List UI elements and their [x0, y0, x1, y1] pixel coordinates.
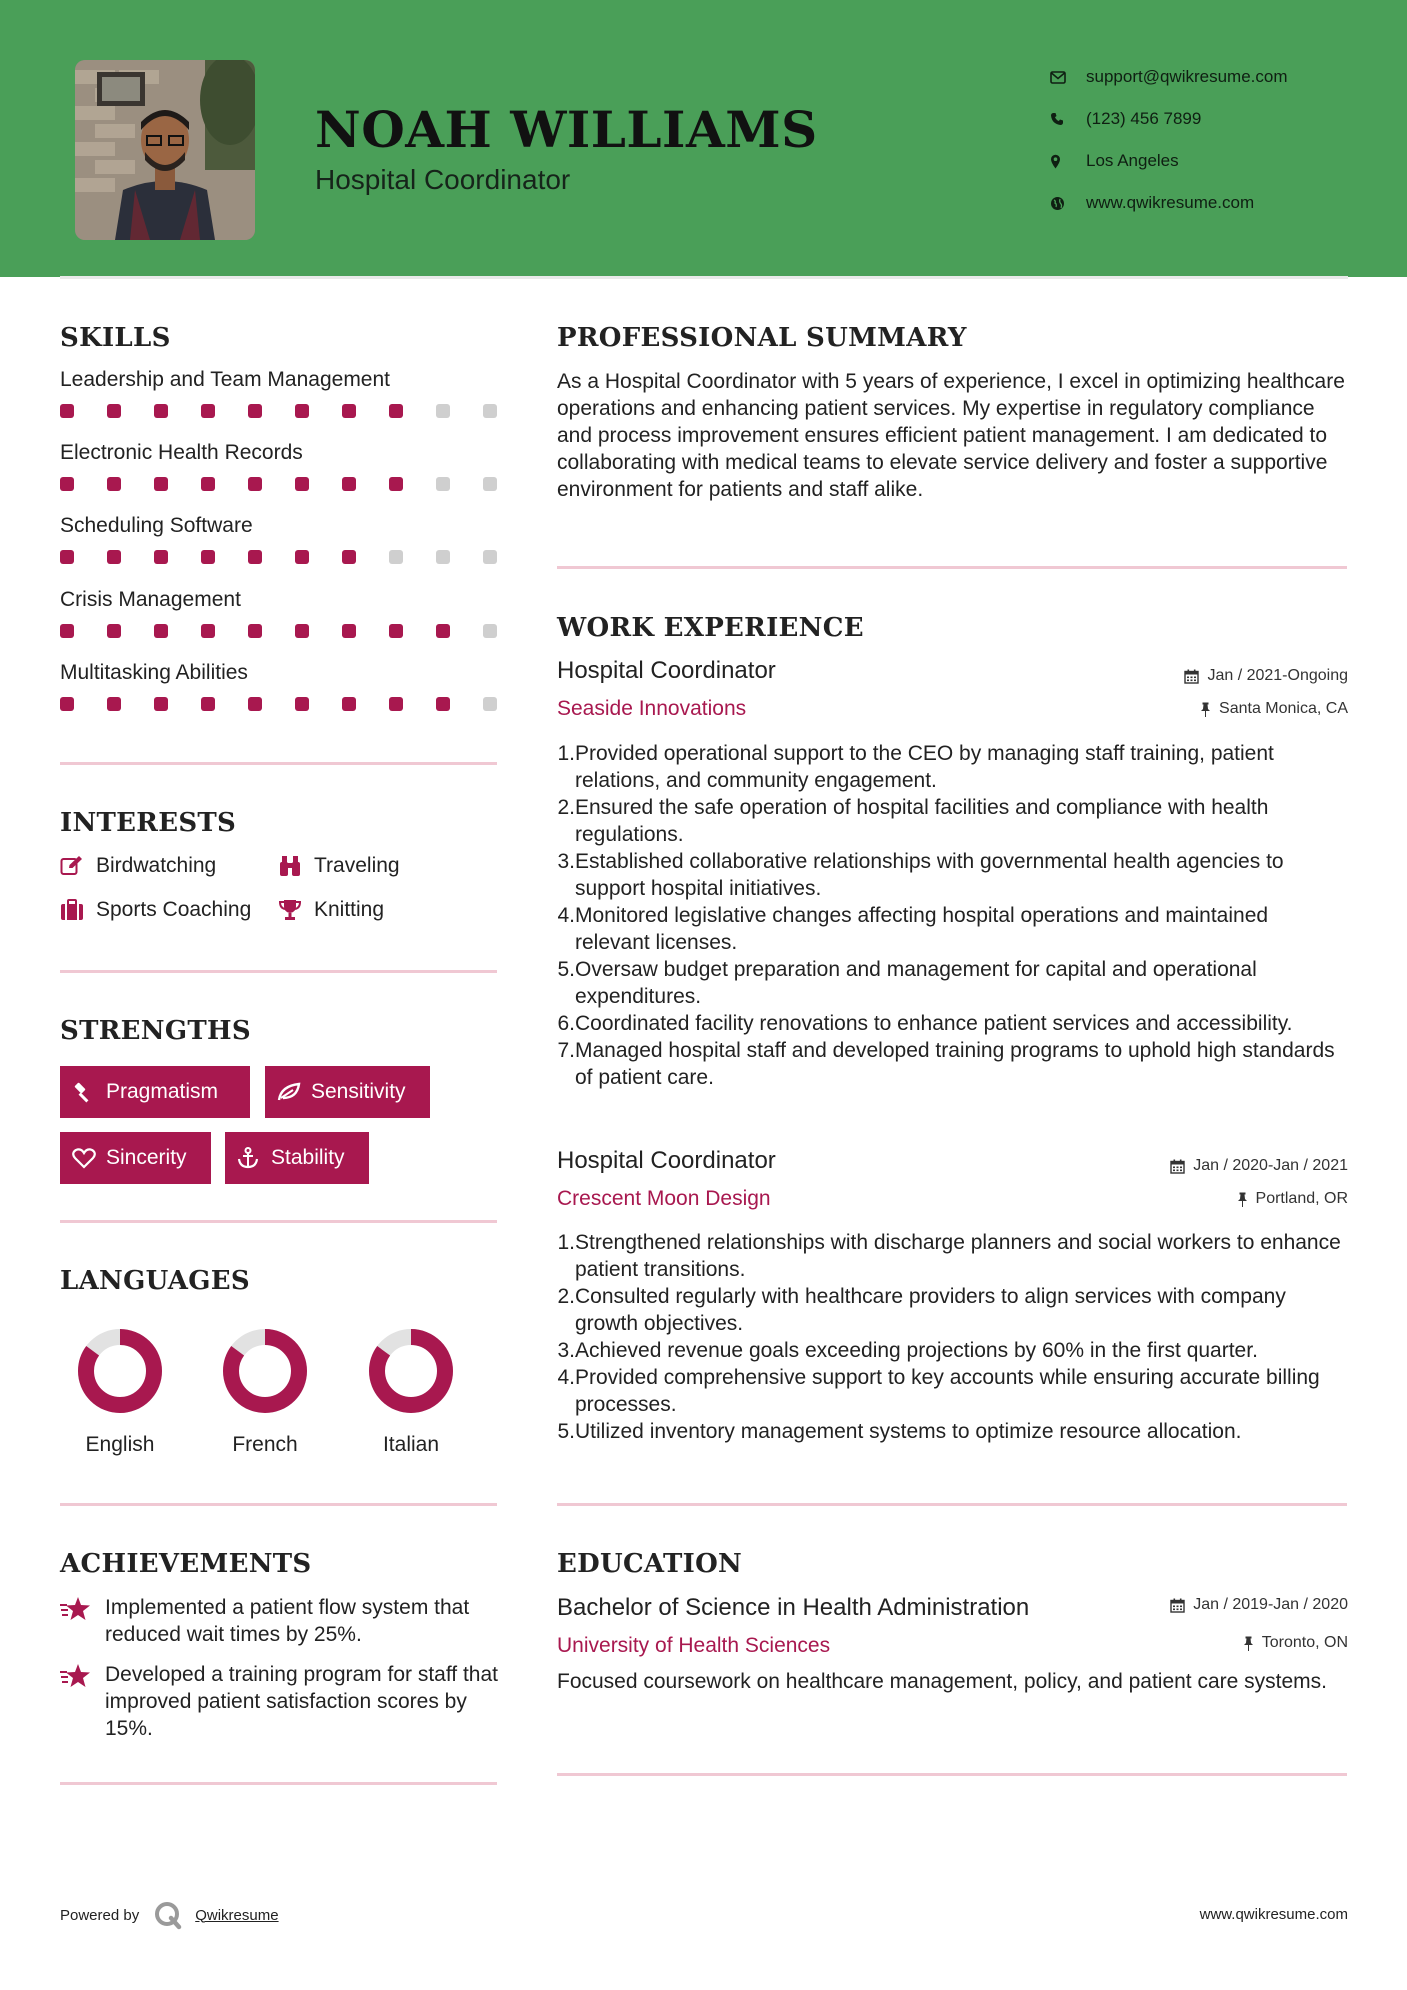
skill-dot-filled	[295, 550, 309, 564]
skill-dot-filled	[248, 477, 262, 491]
list-item: 4. Provided comprehensive support to key accounts while ensuring accurate billing processes.	[557, 1366, 1320, 1416]
skill-dot-empty	[483, 550, 497, 564]
skill-name: Electronic Health Records	[60, 441, 303, 464]
section-divider	[557, 566, 1347, 569]
job-location-text: Santa Monica, CA	[1219, 700, 1348, 717]
strengths-heading: STRENGTHS	[60, 1016, 251, 1046]
language-item	[205, 1326, 325, 1457]
leaf-icon	[277, 1082, 311, 1102]
skill-dot-filled	[248, 404, 262, 418]
candidate-name: NOAH WILLIAMS	[315, 100, 818, 159]
header-divider	[60, 276, 1348, 279]
skill-dot-empty	[389, 550, 403, 564]
skill-dot-filled	[60, 624, 74, 638]
list-item: 5. Oversaw budget preparation and management for capital and operational expenditures.	[557, 958, 1257, 1008]
skill-item	[60, 368, 500, 418]
skill-name: Leadership and Team Management	[60, 368, 391, 391]
edit-icon	[60, 855, 96, 877]
skill-dot-filled	[248, 550, 262, 564]
section-divider	[60, 762, 497, 765]
strength-chip	[60, 1132, 211, 1184]
responsibility-list	[557, 740, 1347, 1091]
strength-chip	[225, 1132, 369, 1184]
skill-dot-empty	[483, 404, 497, 418]
summary-heading: PROFESSIONAL SUMMARY	[557, 323, 967, 353]
star-icon	[60, 1594, 105, 1648]
interest-label: Traveling	[314, 854, 400, 877]
summary-text: As a Hospital Coordinator with 5 years of experience, I excel in optimizing healthcare operations and enhancing patient services. My expertise in regulatory compliance and process improvement ensures efficient patient management. I am dedicated to collaborating with medical teams to elevate service delivery and foster a supportive environment for patients and staff alike.	[557, 370, 1345, 501]
school-name: University of Health Sciences	[557, 1634, 831, 1657]
list-item: 5. Utilized inventory management systems to optimize resource allocation.	[557, 1420, 1242, 1443]
section-divider	[60, 1220, 497, 1223]
skill-dot-filled	[60, 550, 74, 564]
interest-item	[278, 854, 400, 878]
skill-dot-filled	[436, 697, 450, 711]
skill-dot-filled	[389, 404, 403, 418]
language-name: English	[85, 1433, 155, 1456]
skill-dot-filled	[201, 477, 215, 491]
list-item: 4. Monitored legislative changes affecting hospital operations and maintained relevant licenses.	[557, 904, 1269, 954]
skill-item	[60, 514, 500, 564]
language-donut	[75, 1326, 165, 1416]
heart-icon	[72, 1148, 106, 1169]
education-description: Focused coursework on healthcare management, policy, and patient care systems.	[557, 1670, 1328, 1693]
job-dates-text: Jan / 2021-Ongoing	[1207, 667, 1348, 684]
skill-dot-filled	[154, 624, 168, 638]
pushpin-icon	[1200, 702, 1211, 717]
skill-dot-filled	[60, 477, 74, 491]
contact-email-text: support@qwikresume.com	[1086, 67, 1288, 86]
job-title: Hospital Coordinator	[557, 657, 776, 684]
skill-dot-filled	[248, 624, 262, 638]
strength-label: Pragmatism	[106, 1080, 219, 1103]
skill-dot-filled	[154, 697, 168, 711]
skill-dot-filled	[107, 477, 121, 491]
skill-dot-filled	[389, 697, 403, 711]
profile-photo	[75, 60, 255, 240]
skill-dot-filled	[107, 697, 121, 711]
calendar-icon	[1170, 1159, 1185, 1174]
skill-dot-filled	[154, 550, 168, 564]
skill-dot-filled	[295, 697, 309, 711]
skill-dot-filled	[60, 404, 74, 418]
skill-dot-filled	[201, 697, 215, 711]
achievement-item	[60, 1594, 500, 1648]
skill-rating	[60, 697, 497, 711]
footer-powered-by	[60, 1900, 279, 1930]
language-donut	[366, 1326, 456, 1416]
company-name: Seaside Innovations	[557, 697, 747, 720]
contact-location-text: Los Angeles	[1086, 151, 1179, 170]
skill-dot-filled	[295, 404, 309, 418]
skill-dot-filled	[201, 404, 215, 418]
powered-by-text: Powered by	[60, 1906, 140, 1924]
skill-dot-filled	[154, 404, 168, 418]
resume-header	[0, 0, 1407, 277]
achievement-item	[60, 1661, 500, 1742]
contact-email[interactable]	[1050, 56, 1288, 98]
envelope-icon	[1050, 71, 1086, 84]
briefcase-icon	[60, 899, 96, 921]
interest-item	[60, 898, 251, 922]
interest-item	[278, 898, 384, 922]
language-item	[351, 1326, 471, 1457]
skill-dot-filled	[295, 624, 309, 638]
qwikresume-link[interactable]: Qwikresume	[195, 1906, 279, 1924]
responsibility-list	[557, 1229, 1347, 1445]
degree-title: Bachelor of Science in Health Administration	[557, 1594, 1030, 1621]
pushpin-icon	[1243, 1636, 1254, 1651]
skill-rating	[60, 477, 497, 491]
strength-label: Sensitivity	[311, 1080, 406, 1103]
skill-name: Scheduling Software	[60, 514, 253, 537]
strength-chip	[60, 1066, 250, 1118]
phone-icon	[1050, 112, 1086, 126]
skill-dot-filled	[107, 404, 121, 418]
job-dates	[1184, 667, 1348, 685]
skill-dot-empty	[436, 477, 450, 491]
skill-dot-filled	[248, 697, 262, 711]
skill-dot-filled	[295, 477, 309, 491]
education-heading: EDUCATION	[557, 1549, 743, 1579]
skill-dot-empty	[436, 550, 450, 564]
job-location	[1200, 700, 1348, 718]
skill-rating	[60, 404, 497, 418]
trophy-icon	[278, 899, 314, 921]
anchor-icon	[237, 1147, 271, 1169]
job-location	[1237, 1190, 1348, 1208]
skill-dot-filled	[107, 550, 121, 564]
skill-dot-empty	[436, 404, 450, 418]
achievements-heading: ACHIEVEMENTS	[60, 1549, 312, 1579]
calendar-icon	[1170, 1598, 1185, 1613]
section-divider	[557, 1773, 1347, 1776]
skill-dot-empty	[483, 697, 497, 711]
globe-icon	[1050, 196, 1086, 211]
skill-name: Multitasking Abilities	[60, 661, 248, 684]
interest-item	[60, 854, 216, 878]
skills-heading: SKILLS	[60, 323, 171, 353]
skill-dot-filled	[201, 550, 215, 564]
footer-website[interactable]: www.qwikresume.com	[1199, 1906, 1348, 1923]
experience-heading: WORK EXPERIENCE	[557, 613, 864, 643]
gavel-icon	[72, 1081, 106, 1103]
job-title: Hospital Coordinator	[557, 1147, 776, 1174]
qwikresume-logo-icon	[153, 1900, 183, 1930]
interests-heading: INTERESTS	[60, 808, 237, 838]
job-location-text: Portland, OR	[1255, 1190, 1348, 1207]
skill-rating	[60, 624, 497, 638]
pushpin-icon	[1237, 1192, 1248, 1207]
education-location-text: Toronto, ON	[1261, 1634, 1348, 1651]
language-donut	[220, 1326, 310, 1416]
skill-dot-filled	[389, 624, 403, 638]
section-divider	[557, 1503, 1347, 1506]
language-name: Italian	[382, 1433, 440, 1456]
star-icon	[60, 1661, 105, 1742]
skill-dot-filled	[342, 697, 356, 711]
list-item: 1. Provided operational support to the CEO by managing staff training, patient relations, and community engagement.	[557, 742, 1274, 792]
job-dates-text: Jan / 2020-Jan / 2021	[1193, 1157, 1348, 1174]
education-dates-text: Jan / 2019-Jan / 2020	[1193, 1596, 1348, 1613]
section-divider	[60, 970, 497, 973]
skill-dot-filled	[60, 697, 74, 711]
language-name: French	[232, 1433, 298, 1456]
skill-item	[60, 588, 500, 638]
candidate-title: Hospital Coordinator	[315, 164, 571, 195]
skill-name: Crisis Management	[60, 588, 241, 611]
contact-website-text: www.qwikresume.com	[1086, 193, 1255, 212]
languages-heading: LANGUAGES	[60, 1266, 250, 1296]
contact-location	[1050, 140, 1288, 182]
interest-label: Birdwatching	[96, 854, 217, 877]
strength-label: Stability	[271, 1146, 345, 1169]
interest-label: Sports Coaching	[96, 898, 252, 921]
achievement-text: Developed a training program for staff that improved patient satisfaction scores by 15%.	[105, 1663, 499, 1740]
skill-dot-filled	[342, 624, 356, 638]
skill-dot-filled	[107, 624, 121, 638]
language-item	[60, 1326, 180, 1457]
education-dates	[1170, 1596, 1348, 1614]
list-item: 1. Strengthened relationships with discharge planners and social workers to enhance patient transitions.	[557, 1231, 1341, 1281]
skill-dot-filled	[342, 404, 356, 418]
skill-dot-filled	[436, 624, 450, 638]
contact-list	[1050, 56, 1288, 224]
calendar-icon	[1184, 669, 1199, 684]
list-item: 2. Ensured the safe operation of hospital facilities and compliance with health regulations.	[557, 796, 1269, 846]
list-item: 2. Consulted regularly with healthcare providers to align services with company growth objectives.	[557, 1285, 1286, 1335]
job-dates	[1170, 1157, 1348, 1175]
section-divider	[60, 1782, 497, 1785]
interest-label: Knitting	[314, 898, 385, 921]
skill-rating	[60, 550, 497, 564]
contact-phone-text: (123) 456 7899	[1086, 109, 1202, 128]
list-item: 7. Managed hospital staff and developed training programs to uphold high standards of patient care.	[557, 1039, 1335, 1089]
list-item: 6. Coordinated facility renovations to enhance patient services and accessibility.	[557, 1012, 1293, 1035]
list-item: 3. Established collaborative relationships with governmental health agencies to support hospital initiatives.	[557, 850, 1284, 900]
skill-dot-filled	[154, 477, 168, 491]
skill-dot-filled	[342, 477, 356, 491]
contact-phone[interactable]	[1050, 98, 1288, 140]
skill-dot-filled	[342, 550, 356, 564]
list-item: 3. Achieved revenue goals exceeding projections by 60% in the first quarter.	[557, 1339, 1258, 1362]
strength-chip	[265, 1066, 430, 1118]
company-name: Crescent Moon Design	[557, 1187, 771, 1210]
skill-item	[60, 661, 500, 711]
skill-item	[60, 441, 500, 491]
skill-dot-filled	[201, 624, 215, 638]
education-location	[1243, 1634, 1348, 1652]
strength-label: Sincerity	[106, 1146, 187, 1169]
contact-website[interactable]	[1050, 182, 1288, 224]
binoculars-icon	[278, 855, 314, 877]
achievement-text: Implemented a patient flow system that reduced wait times by 25%.	[105, 1596, 470, 1646]
map-marker-icon	[1050, 154, 1086, 169]
skill-dot-empty	[483, 477, 497, 491]
section-divider	[60, 1503, 497, 1506]
skill-dot-filled	[389, 477, 403, 491]
skill-dot-empty	[483, 624, 497, 638]
